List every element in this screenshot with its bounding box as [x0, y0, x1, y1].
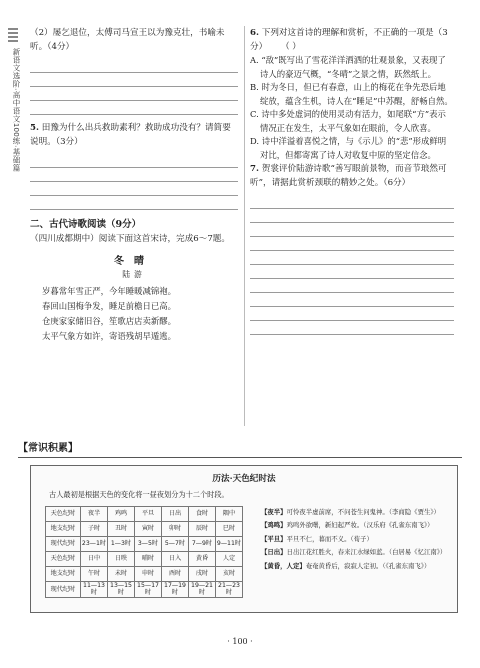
time-table [45, 506, 243, 598]
table-cell: 3—5时 [135, 537, 162, 552]
table-cell: 午时 [81, 567, 108, 582]
table-cell: 晡时 [135, 552, 162, 567]
note-item [261, 548, 447, 556]
left-column [30, 26, 238, 344]
answer-lines-q7[interactable] [250, 195, 454, 335]
knowledge-title: 历法·天色纪时法 [212, 474, 276, 484]
answer-paren[interactable]: （ ） [280, 42, 301, 52]
note-term: 【日出】 [261, 548, 287, 557]
table-cell: 现代纪时 [46, 537, 81, 552]
table-cell: 酉时 [162, 567, 189, 582]
question-7 [250, 162, 454, 190]
poem-line: 岁暮常年雪正严，今年睡暖减锦袍。 [42, 286, 176, 296]
question-6-text: 下列对这首诗的理解和赏析，不正确的一项是（3分） [250, 28, 448, 52]
side-decoration [8, 28, 18, 44]
table-cell: 19—21时 [189, 582, 216, 598]
table-cell: 17—19时 [162, 582, 189, 598]
table-cell: 1—3时 [108, 537, 135, 552]
table-cell: 夜半 [81, 507, 108, 522]
knowledge-box [30, 465, 458, 613]
table-cell: 日出 [162, 507, 189, 522]
knowledge-notes [261, 508, 447, 575]
table-cell: 日昳 [108, 552, 135, 567]
knowledge-section-header: 【常识积累】 [18, 439, 462, 458]
table-cell: 5—7时 [162, 537, 189, 552]
table-row [46, 507, 243, 522]
question-7-text: 贺裳评价陆游诗歌“善写眼前景物，而音节琅然可听”，请据此赏析颈联的精妙之处。（6分） [250, 164, 447, 188]
note-text: 鸡鸣外欲曙，新妇起严妆。（汉乐府《孔雀东南飞》） [286, 521, 434, 530]
table-cell: 天色纪时 [46, 552, 81, 567]
table-cell: 戌时 [189, 567, 216, 582]
option-c: C. 诗中多处虚词的使用灵动有活力，如尾联“方”表示情况正在发生，太平气象如在眼前，令人欣喜。 [250, 109, 446, 133]
question-5-text: 田豫为什么出兵救助素利？救助成功没有？请简要说明。（3分） [30, 123, 231, 147]
table-cell: 黄昏 [189, 552, 216, 567]
knowledge-intro: 古人最初是根据天色的变化将一昼夜划分为十二个时段。 [49, 490, 229, 499]
table-cell: 隅中 [216, 507, 243, 522]
table-cell: 21—23时 [216, 582, 243, 598]
question-6-number: 6. [250, 28, 259, 38]
table-cell: 7—9时 [189, 537, 216, 552]
table-cell: 申时 [135, 567, 162, 582]
note-item [261, 521, 447, 529]
table-cell: 辰时 [189, 522, 216, 537]
note-item [261, 508, 447, 516]
table-cell: 23—1时 [81, 537, 108, 552]
table-cell: 寅时 [135, 522, 162, 537]
table-row [46, 552, 243, 567]
question-7-number: 7. [250, 164, 259, 174]
poem-line: 仓庚家家储旧谷，笙歌店店卖新醪。 [42, 316, 176, 326]
note-term: 【平旦】 [261, 534, 287, 543]
note-item [261, 535, 447, 543]
table-cell: 卯时 [162, 522, 189, 537]
section-2-title: 二、古代诗歌阅读（9分） [30, 219, 142, 230]
question-5-number: 5. [30, 123, 39, 133]
option-d: D. 诗中洋溢着喜悦之情，与《示儿》的“悲”形成鲜明对比，但都寄寓了诗人对收复中原的坚定信念。 [250, 136, 447, 160]
right-column [250, 26, 454, 341]
table-cell: 丑时 [108, 522, 135, 537]
poem-line: 春回山国梅争发，睡足前檐日已高。 [42, 301, 176, 311]
page-number: · 100 · [227, 637, 253, 646]
poem-author: 陆游 [122, 270, 146, 279]
table-cell: 现代纪时 [46, 582, 81, 598]
poem-title: 冬晴 [114, 256, 154, 267]
poem-line: 太平气象方如许，寄语残胡早遁逃。 [42, 331, 176, 341]
question-4-part-2: （2）屡乞退位，太傅司马宣王以为豫克壮，书喻未听。（4分） [30, 28, 225, 52]
table-cell: 巳时 [216, 522, 243, 537]
table-cell: 人定 [216, 552, 243, 567]
question-6 [250, 26, 454, 54]
note-term: 【夜半】 [261, 508, 287, 516]
table-cell: 亥时 [216, 567, 243, 582]
table-cell: 子时 [81, 522, 108, 537]
table-row [46, 567, 243, 582]
table-cell: 未时 [108, 567, 135, 582]
table-cell: 平旦 [135, 507, 162, 522]
question-5 [30, 121, 238, 149]
table-cell: 食时 [189, 507, 216, 522]
note-item [261, 562, 447, 570]
table-cell: 日入 [162, 552, 189, 567]
option-a: A. “敌”既写出了雪花洋洋洒洒的壮观景象，又表现了诗人的豪迈气概，“冬晴”之景之情，跃然纸上。 [250, 55, 446, 79]
table-cell: 日中 [81, 552, 108, 567]
table-cell: 15—17时 [135, 582, 162, 598]
section-2-intro: （四川成都期中）阅读下面这首宋诗，完成6～7题。 [30, 234, 230, 244]
note-text: 可怜夜半虚前席，不问苍生问鬼神。（李商隐《贾生》） [286, 508, 440, 516]
note-term: 【黄昏，人定】 [261, 561, 306, 570]
answer-lines-q5[interactable] [30, 154, 238, 210]
table-cell: 地支纪时 [46, 522, 81, 537]
table-cell: 9—11时 [216, 537, 243, 552]
table-cell: 鸡鸣 [108, 507, 135, 522]
table-row [46, 582, 243, 598]
table-row [46, 522, 243, 537]
table-cell: 地支纪时 [46, 567, 81, 582]
table-cell: 11—13时 [81, 582, 108, 598]
note-text: 平旦不仁，暮而不义。（荀子） [286, 534, 373, 543]
side-series-label: 新语文选阶·高中语文100练·基础篇 [12, 48, 21, 173]
column-divider [244, 26, 245, 426]
table-cell: 13—15时 [108, 582, 135, 598]
table-cell: 天色纪时 [46, 507, 81, 522]
table-row [46, 537, 243, 552]
note-text: 奄奄黄昏后，寂寂人定初。（《孔雀东南飞》） [305, 561, 431, 570]
option-b: B. 时为冬日，但已有春意，山上的梅花在争先恐后地绽放，蕴含生机，诗人在“睡足”中苏醒，舒畅自然。 [250, 82, 453, 106]
answer-lines-q4[interactable] [30, 59, 238, 115]
note-text: 日出江花红胜火，春来江水绿如蓝。（白居易《忆江南》） [286, 548, 447, 557]
note-term: 【鸡鸣】 [261, 521, 287, 530]
